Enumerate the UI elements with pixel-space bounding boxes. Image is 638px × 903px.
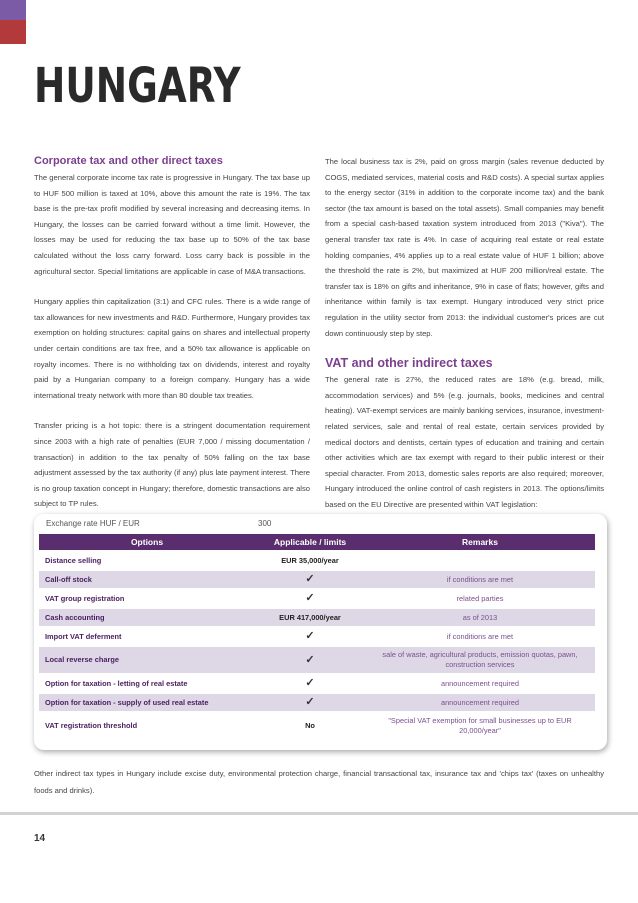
applicable-cell bbox=[255, 628, 365, 645]
vat-heading: VAT and other indirect taxes bbox=[325, 356, 493, 371]
check-icon: ✓ bbox=[305, 573, 315, 585]
remark-cell: "Special VAT exemption for small businesses up to EUR 20,000/year" bbox=[365, 713, 595, 739]
applicable-cell bbox=[255, 571, 365, 588]
option-cell: Distance selling bbox=[39, 552, 255, 569]
check-icon: ✓ bbox=[305, 653, 315, 666]
check-icon: ✓ bbox=[305, 630, 315, 642]
footer-divider bbox=[0, 812, 638, 815]
table-row bbox=[39, 590, 595, 607]
option-cell: Option for taxation - supply of used real estate bbox=[39, 694, 255, 711]
table-row bbox=[39, 609, 595, 626]
page-number: 14 bbox=[34, 833, 46, 844]
applicable-cell bbox=[255, 694, 365, 711]
header-applicable: Applicable / limits bbox=[255, 534, 365, 550]
table-row bbox=[39, 628, 595, 645]
corporate-tax-paragraph: The general corporate income tax rate is progressive in Hungary. The tax base up to HUF 500 million is taxed at 10%, above this amount the rate is 19%. The tax base is the pre-tax profit modified by several increasing and decreasing items. In Hungary, the losses can be carried forward without a time limit. However, the losses may be used for reducing the tax base up to 50% of the tax base calculated without the loss carry forward. Loss carry back is possible in the agricultural sector. Special limitations are applicable in case of M&A transactions. bbox=[34, 173, 310, 276]
vat-paragraph: The general rate is 27%, the reduced rates are 18% (e.g. bread, milk, accommodation services) and 5% (e.g. journals, books, medicines and central heating). VAT-exempt services are mainly banking services, insurance, investment-related services, sale and rental of real estate, certain services provided by medical doctors and dentists, certain types of education and training and certain other activities which are tax exempt with regard to their public interest or their special character. From 2013, domestic sales reports are also required; moreover, Hungary introduced the online control of cash registers in 2013. The options/limits based on the EU Directive are presented within VAT legislation: bbox=[325, 375, 604, 509]
accent-tab-purple bbox=[0, 0, 26, 20]
page-title: HUNGARY bbox=[34, 58, 241, 114]
check-icon: ✓ bbox=[305, 696, 315, 708]
thin-cap-paragraph: Hungary applies thin capitalization (3:1) and CFC rules. There is a wide range of tax allowances for new investments and R&D. Furthermore, Hungary provides tax exemption on holding structures: capital gains on shares and intellectual property under certain conditions are tax free, and a 50% tax allowance is applicable on royalty incomes. There is no withholding tax on dividends, interest and royalty paid by a Hungarian company to a foreign company. Hungary has a wide international treaty network with more than 80 double tax treaties. bbox=[34, 297, 310, 400]
transfer-pricing-paragraph: Transfer pricing is a hot topic: there is a stringent documentation requirement since 2003 with a high rate of penalties (EUR 7,000 / missing documentation / transaction) in addition to the tax penalty of 50% falling on the tax base adjustment assessed by the tax authority (if any) plus late payment interest. There is no group taxation concept in Hungary; therefore, domestic transactions are also subject to TP rules. bbox=[34, 421, 310, 509]
check-icon: ✓ bbox=[305, 592, 315, 604]
option-cell: Option for taxation - letting of real estate bbox=[39, 675, 255, 692]
applicable-cell bbox=[255, 647, 365, 673]
applicable-cell: EUR 35,000/year bbox=[255, 552, 365, 569]
option-cell: Import VAT deferment bbox=[39, 628, 255, 645]
option-cell: Call-off stock bbox=[39, 571, 255, 588]
option-cell: VAT group registration bbox=[39, 590, 255, 607]
corporate-tax-heading: Corporate tax and other direct taxes bbox=[34, 155, 223, 167]
header-remarks: Remarks bbox=[365, 534, 595, 550]
table-row bbox=[39, 552, 595, 569]
vat-options-box bbox=[34, 514, 607, 750]
remark-cell: related parties bbox=[365, 590, 595, 607]
table-row bbox=[39, 675, 595, 692]
table-row bbox=[39, 571, 595, 588]
remark-cell: announcement required bbox=[365, 694, 595, 711]
applicable-cell: EUR 417,000/year bbox=[255, 609, 365, 626]
table-row bbox=[39, 647, 595, 673]
left-column bbox=[34, 154, 310, 527]
remark-cell: announcement required bbox=[365, 675, 595, 692]
option-cell: VAT registration threshold bbox=[39, 713, 255, 739]
remark-cell: as of 2013 bbox=[365, 609, 595, 626]
accent-tab-red bbox=[0, 20, 26, 44]
vat-options-table bbox=[39, 532, 595, 741]
exchange-rate-label: Exchange rate HUF / EUR bbox=[46, 519, 140, 528]
applicable-cell bbox=[255, 590, 365, 607]
exchange-rate-value: 300 bbox=[258, 519, 272, 528]
option-cell: Cash accounting bbox=[39, 609, 255, 626]
other-indirect-taxes-note: Other indirect tax types in Hungary include excise duty, environmental protection charge, financial transactional tax, insurance tax and 'chips tax' (taxes on unhealthy foods and drinks). bbox=[34, 769, 604, 795]
applicable-cell bbox=[255, 675, 365, 692]
right-column bbox=[325, 154, 604, 527]
option-cell: Local reverse charge bbox=[39, 647, 255, 673]
local-tax-paragraph: The local business tax is 2%, paid on gross margin (sales revenue deducted by COGS, mediated services, material costs and R&D costs). A special surtax applies to the energy sector (31% in addition to the corporate income tax) and the bank sector (the tax amount is based on the total assets). Small companies may benefit from a special cash-based taxation system introduced from 2013 ("Kiva"). The general transfer tax rate is 4%. In case of acquiring real estate or real estate holding companies, 4% applies up to a real estate value of HUF 1 billion; above the threshold the rate is 2%, but maximized at HUF 200 million/real estate. The transfer tax is 18% on gifts and inheritance, 9% in case of flats; however, gifts and inheritance within family is tax exempt. Hungary introduced very strict price regulation in the utility sector from 2013: the individual customer's prices are cut down continuously step by step. bbox=[325, 157, 604, 338]
applicable-cell: No bbox=[255, 713, 365, 739]
remark-cell: if conditions are met bbox=[365, 628, 595, 645]
table-row bbox=[39, 713, 595, 739]
table-header-row bbox=[39, 534, 595, 550]
header-options: Options bbox=[39, 534, 255, 550]
remark-cell: if conditions are met bbox=[365, 571, 595, 588]
check-icon: ✓ bbox=[305, 677, 315, 689]
remark-cell: sale of waste, agricultural products, emission quotas, pawn, construction services bbox=[365, 647, 595, 673]
remark-cell bbox=[365, 552, 595, 569]
table-row bbox=[39, 694, 595, 711]
